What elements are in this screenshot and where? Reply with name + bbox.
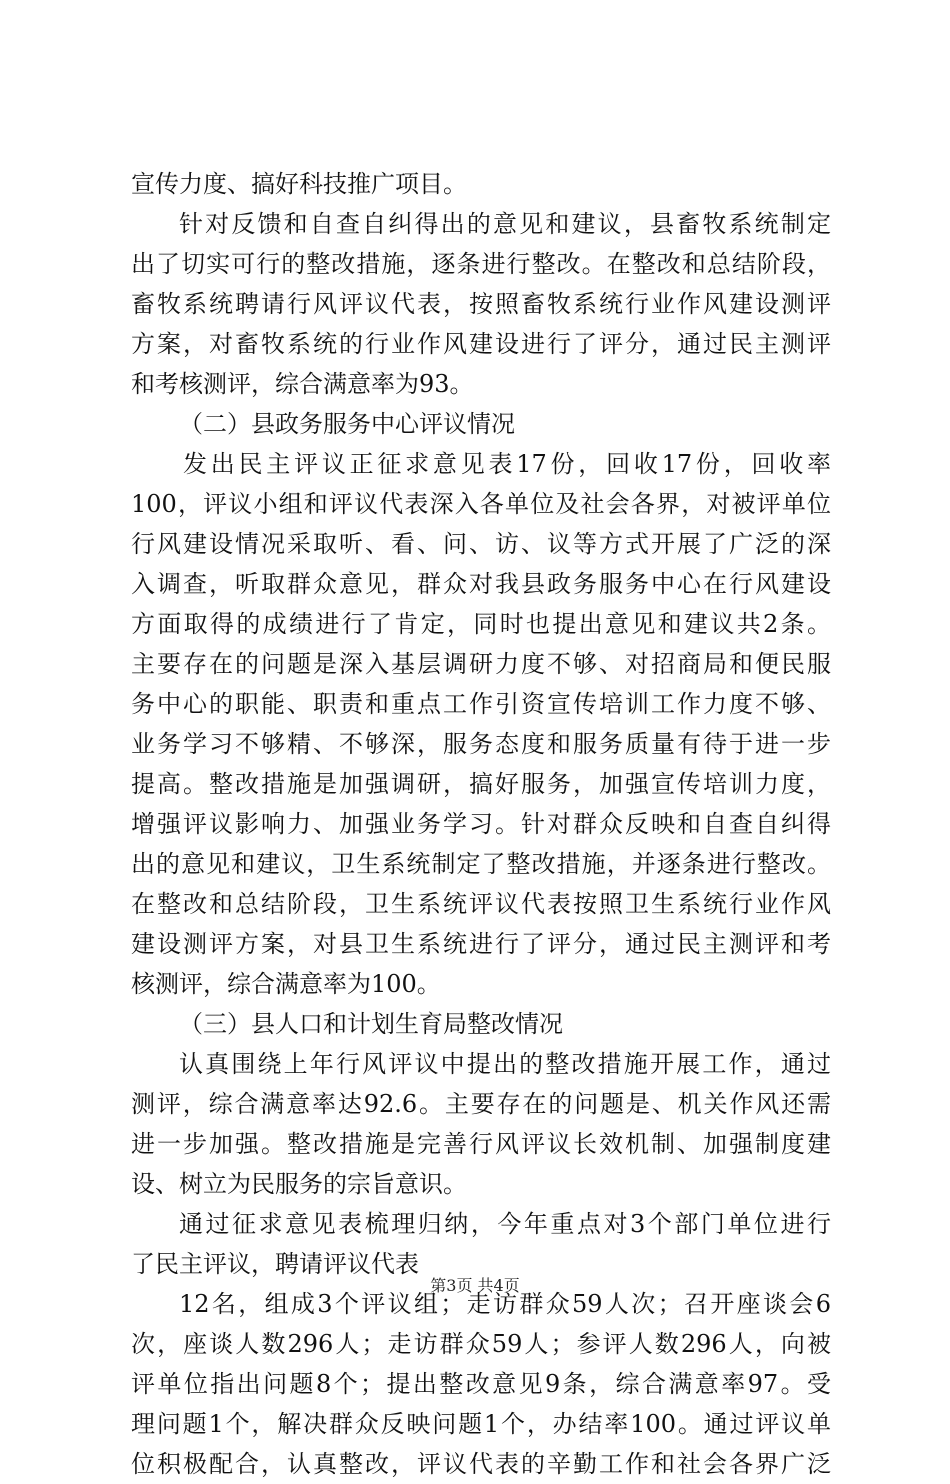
text-line: 出的意见和建议，卫生系统制定了整改措施，并逐条进行整改。 (131, 850, 831, 878)
text-line: 宣传力度、搞好科技推广项目。 (131, 170, 467, 198)
text-line: 业务学习不够精、不够深，服务态度和服务质量有待于进一步 (131, 730, 831, 758)
text-line: 通过征求意见表梳理归纳，今年重点对3个部门单位进行 (179, 1210, 831, 1238)
text-line: 认真围绕上年行风评议中提出的整改措施开展工作，通过 (179, 1050, 831, 1078)
text-line: 行风建设情况采取听、看、问、访、议等方式开展了广泛的深 (131, 530, 831, 558)
text-line: 提高。整改措施是加强调研，搞好服务，加强宣传培训力度， (131, 770, 831, 798)
text-line: 核测评，综合满意率为100。 (131, 970, 441, 998)
text-line: 建设测评方案，对县卫生系统进行了评分，通过民主测评和考 (131, 930, 831, 958)
text-line: 位积极配合，认真整改，评议代表的辛勤工作和社会各界广泛 (131, 1450, 831, 1478)
text-line: （二）县政务服务中心评议情况 (179, 410, 515, 438)
text-line: 12名，组成3个评议组；走访群众59人次；召开座谈会6 (179, 1290, 831, 1318)
text-line: 评单位指出问题8个；提出整改意见9条，综合满意率97。受 (131, 1370, 831, 1398)
text-line: 增强评议影响力、加强业务学习。针对群众反映和自查自纠得 (131, 810, 831, 838)
text-line: 畜牧系统聘请行风评议代表，按照畜牧系统行业作风建设测评 (131, 290, 831, 318)
text-line: 出了切实可行的整改措施，逐条进行整改。在整改和总结阶段， (131, 250, 831, 278)
text-line: 进一步加强。整改措施是完善行风评议长效机制、加强制度建 (131, 1130, 831, 1158)
text-line: 次，座谈人数296人；走访群众59人；参评人数296人，向被 (131, 1330, 831, 1358)
text-line: 务中心的职能、职责和重点工作引资宣传培训工作力度不够、 (131, 690, 831, 718)
text-line: 了民主评议，聘请评议代表 (131, 1250, 419, 1278)
text-line: 入调查，听取群众意见，群众对我县政务服务中心在行风建设 (131, 570, 831, 598)
text-line: 和考核测评，综合满意率为93。 (131, 370, 474, 398)
text-line: 针对反馈和自查自纠得出的意见和建议，县畜牧系统制定 (179, 210, 831, 238)
text-line: 在整改和总结阶段，卫生系统评议代表按照卫生系统行业作风 (131, 890, 831, 918)
text-line: （三）县人口和计划生育局整改情况 (179, 1010, 563, 1038)
text-line: 100，评议小组和评议代表深入各单位及社会各界，对被评单位 (131, 490, 831, 518)
text-line: 方面取得的成绩进行了肯定，同时也提出意见和建议共2条。 (131, 610, 831, 638)
text-line: 理问题1个，解决群众反映问题1个，办结率100。通过评议单 (131, 1410, 831, 1438)
text-line: 方案，对畜牧系统的行业作风建设进行了评分，通过民主测评 (131, 330, 831, 358)
text-line: 设、树立为民服务的宗旨意识。 (131, 1170, 467, 1198)
text-line: 发出民主评议正征求意见表17份，回收17份，回收率 (183, 450, 831, 478)
text-line: 测评，综合满意率达92.6。主要存在的问题是、机关作风还需 (131, 1090, 831, 1118)
text-line: 主要存在的问题是深入基层调研力度不够、对招商局和便民服 (131, 650, 831, 678)
page-footer: 第3页 共4页 (430, 1276, 520, 1295)
